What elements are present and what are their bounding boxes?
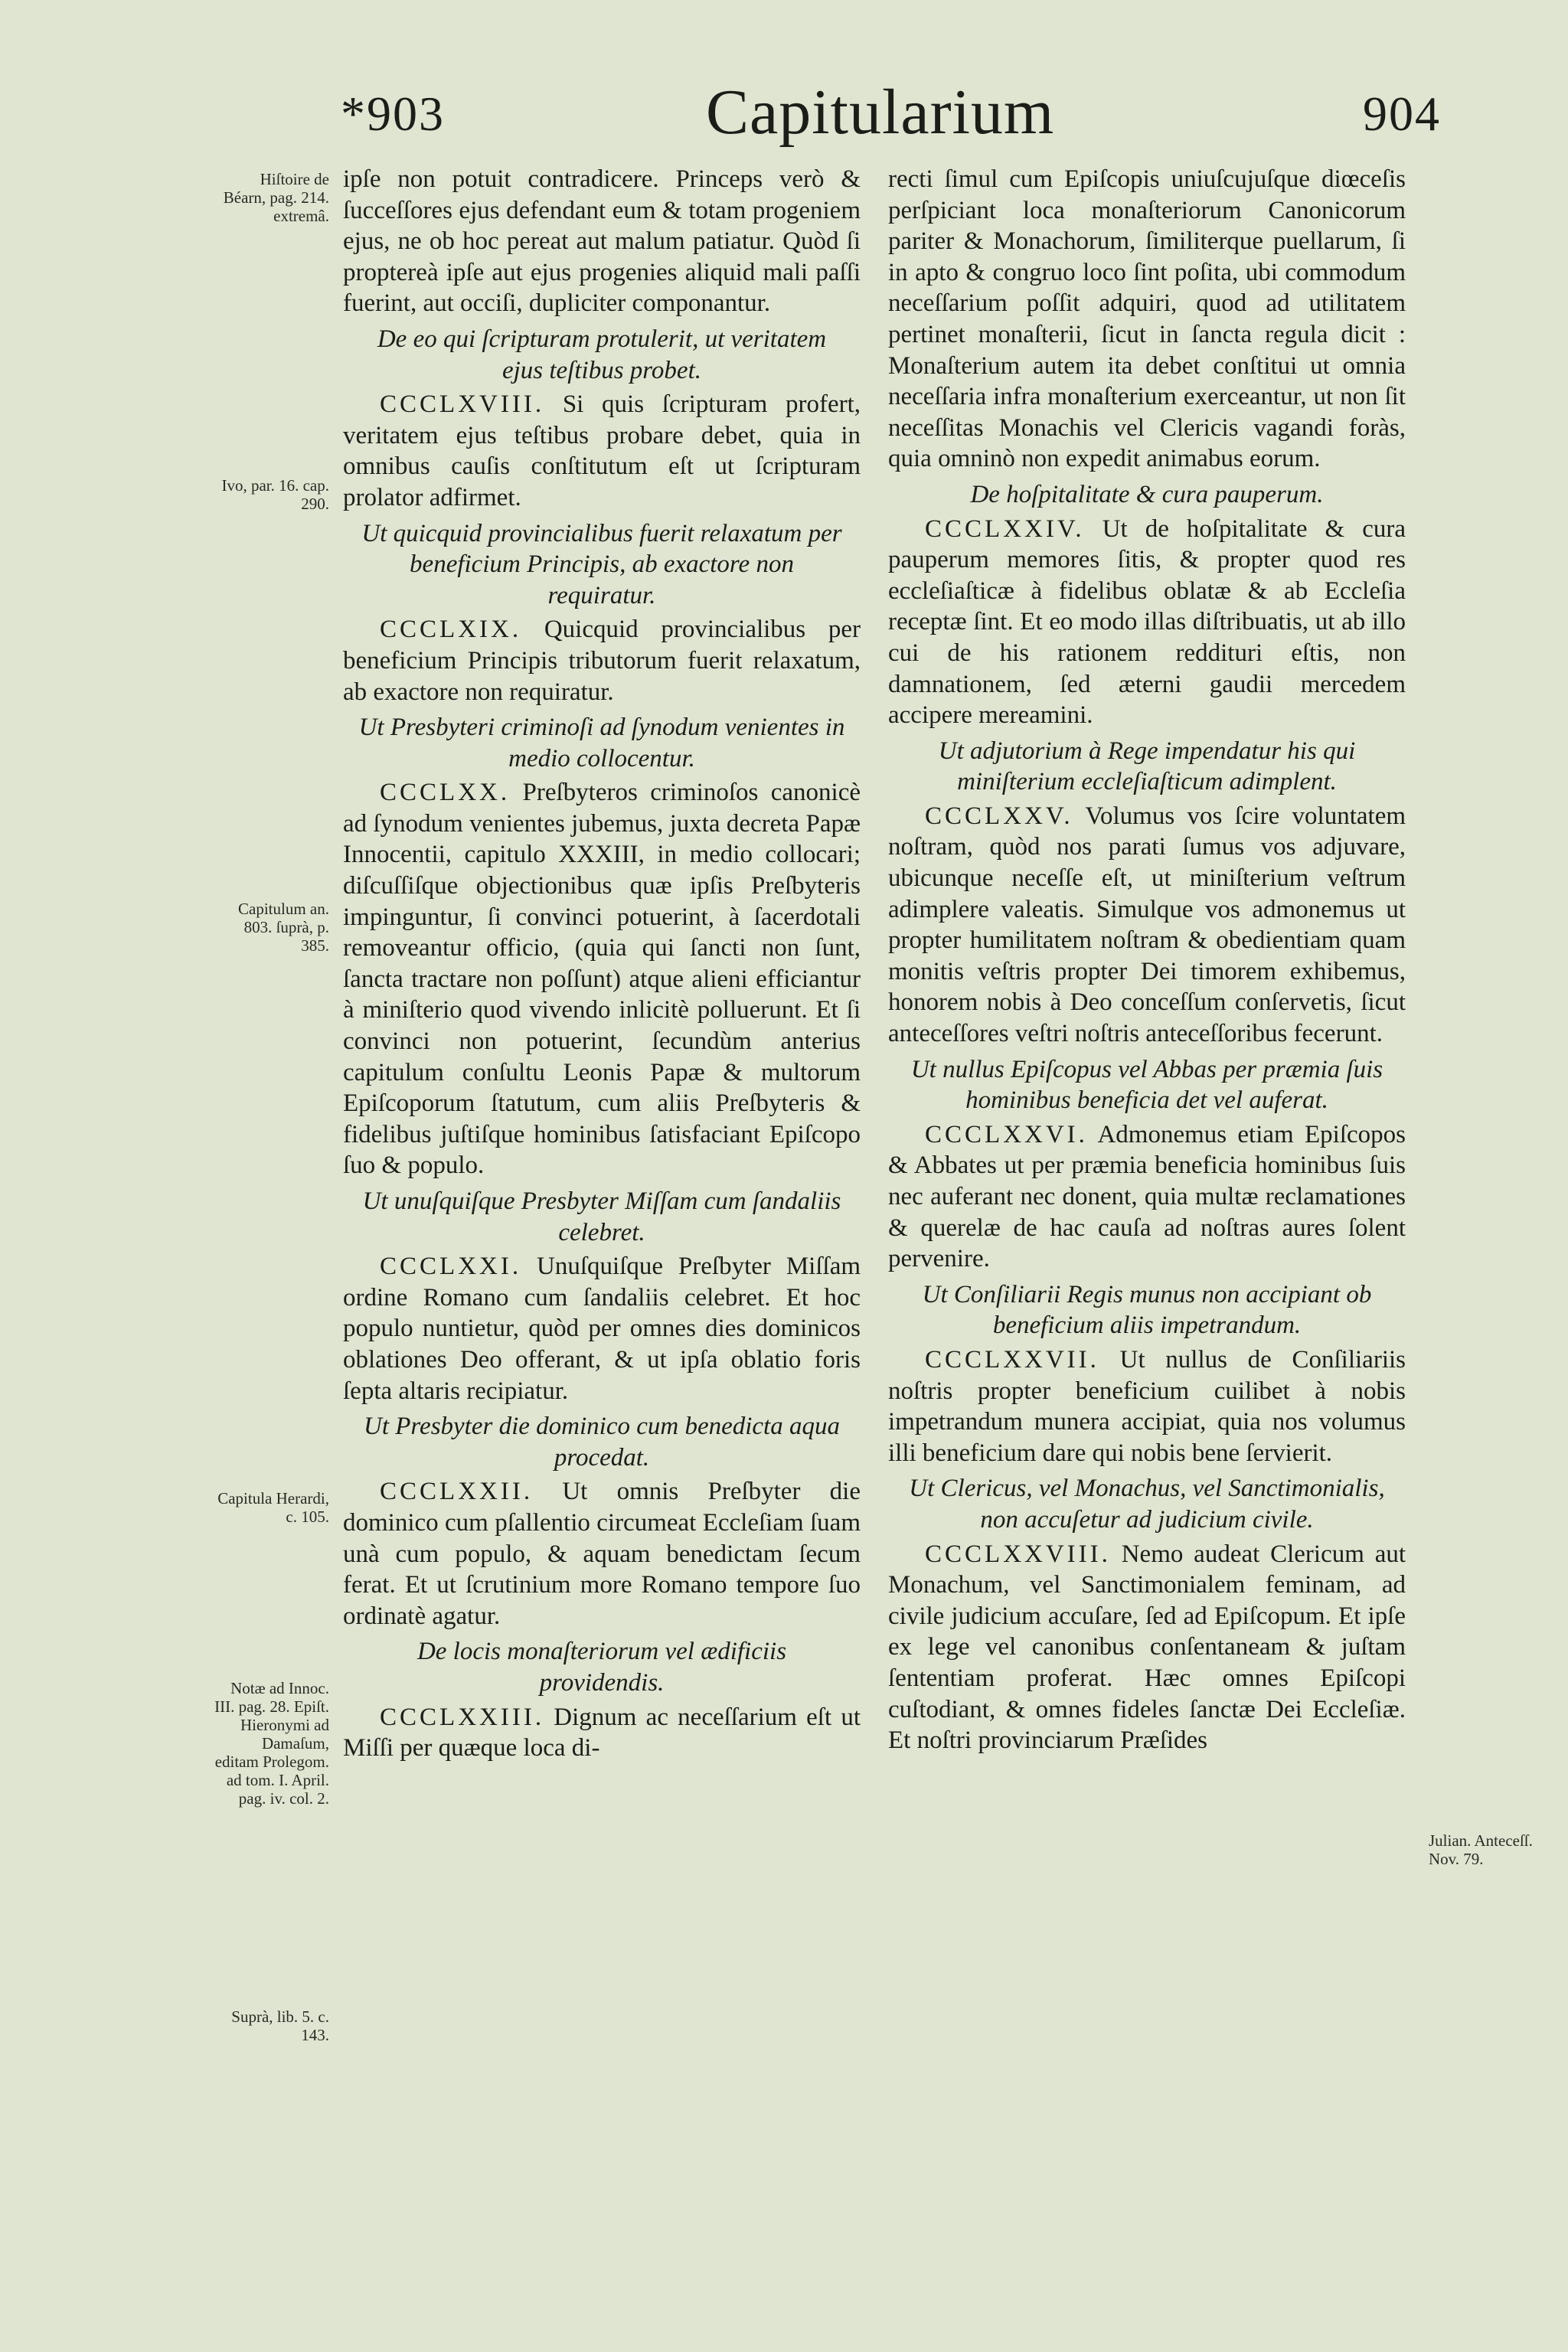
chapter-text: Ut omnis Preſbyter die dominico cum pſallentio circumeat Eccleſiam ſuam unà cum populo, & aquam benedictam ſecum ferat. Et ut ſcrutinium more Romano tempore ſuo ordinatè agatur.	[343, 1478, 861, 1630]
margin-note: Ivo, par. 16. cap. 290.	[221, 476, 329, 513]
chapter-heading: Ut quicquid provincialibus fuerit relaxatum per beneficium Principis, ab exactore non requiratur.	[361, 519, 842, 609]
left-column	[343, 164, 861, 1764]
right-column	[888, 164, 1406, 1756]
chapter-heading: De locis monaſteriorum vel ædificiis providendis.	[416, 1638, 787, 1697]
chapter-number: CCCLXX.	[380, 779, 511, 807]
margin-note: Suprà, lib. 5. c. 143.	[231, 2007, 329, 2044]
chapter-paragraph	[343, 614, 861, 707]
chapter-paragraph	[343, 1476, 861, 1632]
chapter-paragraph	[888, 1539, 1406, 1756]
chapter-paragraph	[888, 1344, 1406, 1468]
chapter-text: Ut nullus de Conſiliariis noſtris propter beneficium cuilibet à nobis impetrandum munera accipiat, quia nos volumus illi beneficium dare qui nobis bene ſervierit.	[888, 1345, 1406, 1467]
chapter-heading: Ut nullus Epiſcopus vel Abbas per præmia ſuis hominibus beneficia det vel auferat.	[910, 1055, 1383, 1115]
chapter-paragraph	[343, 1702, 861, 1764]
chapter-heading: Ut unuſquiſque Presbyter Miſſam cum ſandaliis celebret.	[362, 1187, 841, 1246]
chapter-text: Nemo audeat Clericum aut Monachum, vel Sanctimonialem feminam, ad civile judicium accuſare, ſed ad Epiſcopum. Et ipſe ex lege vel canonibus conſentaneam & juſtam ſententiam proferat. Hæc omnes Epiſcopi cuſtodiant, & omnes fideles ſanctæ Dei Eccleſiæ. Et noſtri provinciarum Præſides	[888, 1540, 1406, 1755]
chapter-paragraph	[888, 514, 1406, 731]
chapter-heading: Ut Presbyter die dominico cum benedicta aqua procedat.	[364, 1413, 840, 1472]
chapter-paragraph	[343, 389, 861, 513]
chapter-number: CCCLXXV.	[925, 802, 1073, 830]
chapter-heading: Ut adjutorium à Rege impendatur his qui miniſterium eccleſiaſticum adimplent.	[938, 737, 1356, 796]
page-number-right: 904	[1363, 87, 1441, 141]
chapter-paragraph	[888, 801, 1406, 1050]
continued-text: ipſe non potuit contradicere. Princeps verò & ſucceſſores ejus defendant eum & totam progeniem ejus, ne ob hoc pereat aut malum patiatur. Quòd ſi proptereà ipſe aut ejus progenies aliquid mali paſſi fuerint, aut occiſi, dupliciter componantur.	[343, 165, 861, 318]
chapter-heading: Ut Conſiliarii Regis munus non accipiant ob beneficium aliis impetrandum.	[922, 1280, 1372, 1340]
chapter-text: Si quis ſcripturam profert, veritatem ejus teſtibus probare debet, quia in omnibus cauſis conſtitutum eſt ut ſcripturam prolator adfirmet.	[343, 390, 861, 511]
chapter-text: Admonemus etiam Epiſcopos & Abbates ut per præmia beneficia hominibus ſuis nec auferant nec donent, quia multæ reclamationes & querelæ de hac cauſa ad noſtras aures ſolent pervenire.	[888, 1120, 1406, 1273]
chapter-text: Unuſquiſque Preſbyter Miſſam ordine Romano cum ſandaliis celebret. Et hoc populo nuntietur, quòd per omnes dies dominicos oblationes Deo offerant, & ut ipſa oblatio foris ſepta altaris recipiatur.	[343, 1253, 861, 1405]
chapter-text: Preſbyteros criminoſos canonicè ad ſynodum venientes jubemus, juxta decreta Papæ Innocentii, capitulo XXXIII, in medio collocari; diſcuſſiſque objectionibus quæ ipſis Preſbyteris impinguntur, ſi convinci potuerint, à ſacerdotali removeantur officio, (quia qui ſancti non ſunt, ſancta tractare non poſſunt) atque alieni efficiantur à miniſterio quod vivendo inlicitè polluerunt. Et ſi convinci non potuerint, ſecundùm anterius capitulum conſultu Leonis Papæ & multorum Epiſcoporum ſtatutum, cum aliis Preſbyteris & fidelibus juſtiſque hominibus ſatisfaciant Epiſcopo ſuo & populo.	[343, 779, 861, 1180]
running-title: Capitularium	[706, 77, 1055, 148]
margin-note: Notæ ad Innoc. III. pag. 28. Epiſt. Hieronymi ad Damaſum, editam Prolegom. ad tom. I. April. pag. iv. col. 2.	[214, 1679, 329, 1808]
margin-note: Hiſtoire de Béarn, pag. 214. extremâ.	[223, 170, 329, 225]
chapter-text: Volumus vos ſcire voluntatem noſtram, quòd nos parati ſumus vos adjuvare, ubicunque neceſſe eſt, ut miniſterium veſtrum adimplere valeatis. Simulque vos admonemus ut propter humilitatem noſtram & obedientiam quam monitis veſtris propter Dei timorem exhibemus, honorem nobis à Deo conceſſum conſervetis, ſicut anteceſſores veſtri noſtris anteceſſoribus fecerunt.	[888, 802, 1406, 1048]
chapter-number: CCCLXXI.	[380, 1253, 522, 1281]
chapter-heading: Ut Clericus, vel Monachus, vel Sanctimonialis, non accuſetur ad judicium civile.	[909, 1475, 1385, 1534]
chapter-number: CCCLXVIII.	[380, 390, 545, 419]
chapter-paragraph	[343, 1251, 861, 1406]
continued-text: recti ſimul cum Epiſcopis uniuſcujuſque diœceſis perſpiciant loca monaſteriorum Canonicorum pariter & Monachorum, ſimiliterque puellarum, ſi in apto & congruo loco ſint poſita, ubi commodum neceſſarium poſſit adquiri, quod ad utilitatem pertinet monaſterii, ſicut in ſancta regula dicit : Monaſterium autem ita debet conſtitui ut omnia neceſſaria infra monaſterium exerceantur, ut non ſit neceſſitas Monachis vel Clericis vagandi foràs, quia omninò non expedit animabus eorum.	[888, 165, 1406, 473]
chapter-number: CCCLXIX.	[380, 616, 522, 644]
chapter-paragraph	[343, 777, 861, 1181]
chapter-number: CCCLXXIII.	[380, 1703, 545, 1731]
chapter-heading: Ut Presbyteri criminoſi ad ſynodum venientes in medio collocentur.	[358, 714, 845, 773]
chapter-heading: De hoſpitalitate & cura pauperum.	[970, 480, 1324, 508]
margin-note: Capitula Herardi, c. 105.	[217, 1489, 329, 1526]
chapter-text: Quicquid provincialibus per beneficium Principis tributorum fuerit relaxatum, ab exactore non requiratur.	[343, 616, 861, 706]
page-number-left: *903	[341, 87, 445, 141]
chapter-number: CCCLXXVII.	[925, 1345, 1099, 1374]
margin-note: Capitulum an. 803. ſuprà, p. 385.	[238, 900, 329, 955]
chapter-number: CCCLXXVIII.	[925, 1540, 1111, 1568]
chapter-text: Dignum ac neceſſarium eſt ut Miſſi per quæque loca di-	[343, 1703, 861, 1762]
chapter-number: CCCLXXVI.	[925, 1120, 1088, 1148]
chapter-number: CCCLXXIV.	[925, 514, 1085, 543]
chapter-heading: De eo qui ſcripturam protulerit, ut veritatem ejus teſtibus probet.	[377, 325, 827, 384]
chapter-paragraph	[888, 1119, 1406, 1275]
chapter-number: CCCLXXII.	[380, 1478, 534, 1506]
margin-note: Julian. Anteceſſ. Nov. 79.	[1429, 1831, 1533, 1868]
chapter-text: Ut de hoſpitalitate & cura pauperum memores ſitis, & propter quod res eccleſiaſticæ à fidelibus oblatæ & ab Eccleſia receptæ ſint. Et eo modo illas diſtribuatis, ut ab illo cui de his rationem reddituri eſtis, non damnationem, ſed æterni gaudii mercedem accipere mereamini.	[888, 514, 1406, 730]
